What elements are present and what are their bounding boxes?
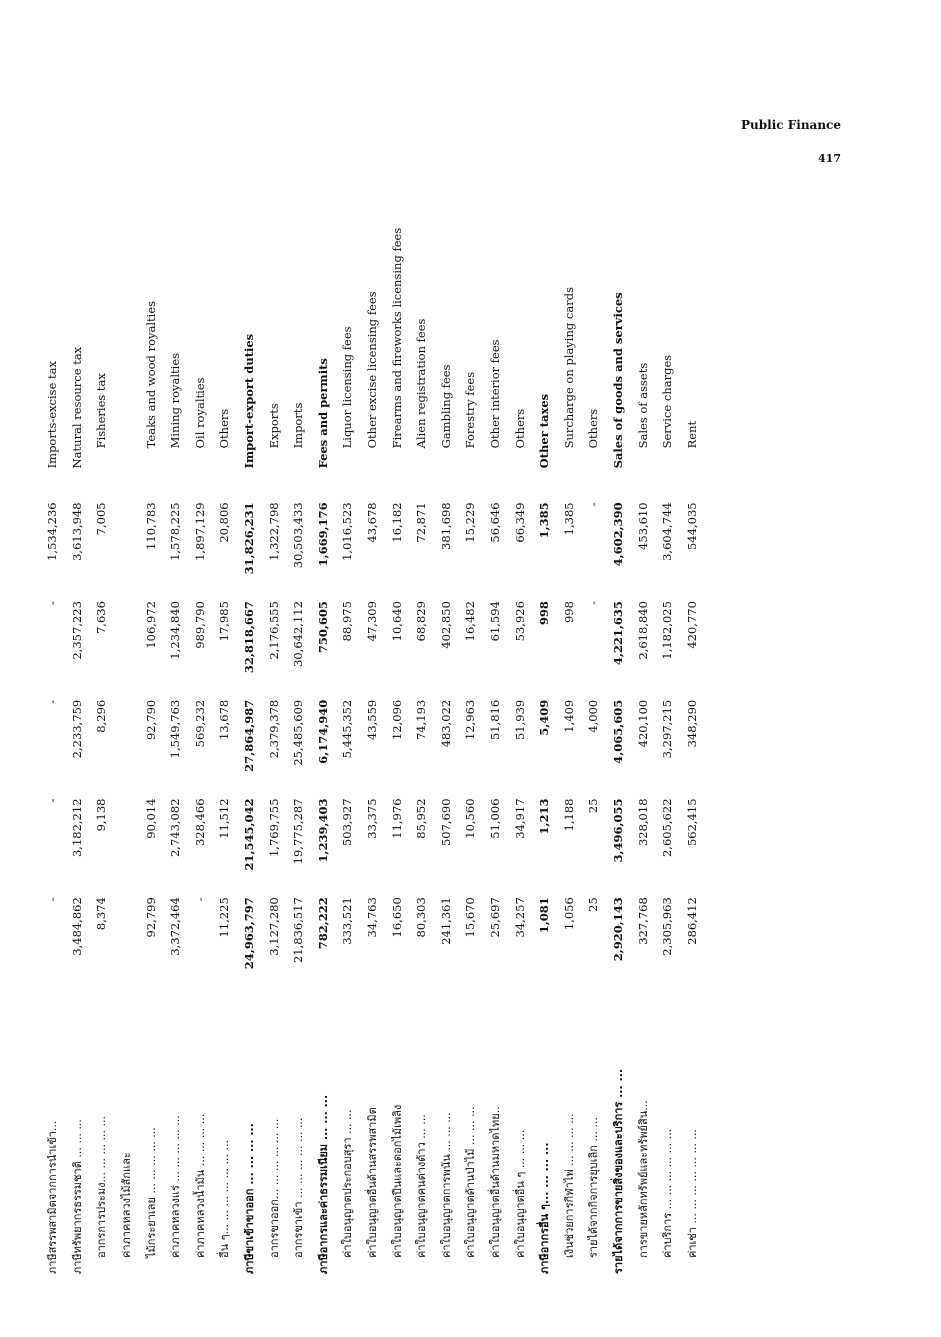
table-row [114,180,139,1280]
value-cell: 2,233,759 [69,699,84,759]
value-cell: 1,056 [561,897,576,931]
value-cell: 1,578,225 [168,502,183,561]
value-cell: 2,379,378 [266,699,281,759]
value-cell: - [45,601,60,605]
table-row [65,180,90,1280]
value-cell: 1,213 [537,798,552,835]
english-label-cell: Other excise licensing fees [365,291,380,449]
value-cell: 4,065,605 [610,699,625,764]
value-cell: 2,605,622 [660,798,675,858]
value-cell: 13,678 [217,699,232,741]
thai-label-cell: อากรขาเข้า ... ... ... ... ... ... [292,1117,306,1258]
value-cell: 51,816 [487,699,502,741]
value-cell: 66,349 [512,502,527,543]
running-header-title: Public Finance [741,118,841,132]
value-cell: 12,096 [389,699,404,741]
english-label-cell: Others [217,408,232,449]
table-row [655,180,680,1280]
table-row [606,180,631,1280]
value-cell: 420,770 [684,601,699,649]
value-cell: 25 [586,798,601,814]
value-cell: 8,296 [94,699,109,733]
value-cell: 80,303 [414,897,429,938]
value-cell: 10,640 [389,601,404,642]
value-cell: 15,229 [463,502,478,543]
english-label-cell: Surcharge on playing cards [561,287,576,449]
english-label-cell: Imports [291,402,306,449]
value-cell: 2,176,555 [266,601,281,660]
value-cell: 286,412 [684,897,699,945]
thai-label-cell: ค่าภาคหลวงน้ำมัน ... ... ... ... [193,1113,207,1258]
value-cell: 16,182 [389,502,404,543]
value-cell: 998 [561,601,576,624]
page-number: 417 [818,152,841,165]
value-cell: 1,385 [561,502,576,536]
value-cell: 507,690 [438,798,453,847]
english-label-cell: Natural resource tax [69,346,84,469]
value-cell: 328,018 [635,798,650,847]
value-cell: 503,927 [340,798,355,847]
value-cell: - [586,502,601,507]
value-cell: 30,503,433 [291,502,306,569]
table-row [434,180,459,1280]
value-cell: 1,081 [537,897,552,934]
thai-label-cell: รายได้จากกิจการยุบเลิก ... ... [587,1117,601,1258]
table-row [556,180,581,1280]
value-cell: 402,850 [438,601,453,649]
english-label-cell: Oil royalties [192,377,207,449]
revenue-table-body [40,180,704,1280]
value-cell: 1,016,523 [340,502,355,561]
table-row [409,180,434,1280]
english-label-cell: Sales of assets [635,362,650,449]
value-cell: - [192,897,207,902]
value-cell: 25,485,609 [291,699,306,766]
value-cell [114,595,139,694]
thai-label-cell: ภาษีทรัพยากรธรรมชาติ ... ... ... [70,1119,84,1274]
value-cell [114,694,139,793]
value-cell: 333,521 [340,897,355,945]
thai-label-cell: ค่าใบอนุญาตด้านป่าไม้ ... ... ... [464,1106,478,1258]
thai-label-cell: ค่าภาคหลวงแร่ ... ... ... ... ... [169,1115,183,1258]
value-cell: 68,829 [414,601,429,642]
value-cell: 989,790 [192,601,207,649]
value-cell: 1,385 [537,502,552,539]
value-cell: 56,646 [487,502,502,543]
table-row [138,180,163,1280]
table-row [40,180,65,1280]
table-row [335,180,360,1280]
value-cell: 1,234,840 [168,601,183,660]
table-row [679,180,704,1280]
value-cell: 17,985 [217,601,232,642]
value-cell: 1,549,763 [168,699,183,759]
value-cell: 5,409 [537,699,552,736]
value-cell: 3,604,744 [660,502,675,561]
value-cell: 327,768 [635,897,650,945]
thai-label-cell: ค่าใบอนุญาตอื่นด้านมหาดไทย.. [488,1106,502,1258]
english-label-cell: Others [512,408,527,449]
thai-label-cell: ค่าใบอนุญาตอื่น ๆ ... ... ... [513,1129,527,1258]
value-cell: 43,678 [365,502,380,543]
value-cell: 34,763 [365,897,380,938]
value-cell: 2,618,840 [635,601,650,660]
value-cell: 51,006 [487,798,502,839]
value-cell: 25 [586,897,601,912]
value-cell: 7,636 [94,601,109,635]
english-label-cell: Gambling fees [438,364,453,449]
value-cell: 420,100 [635,699,650,748]
value-cell: 2,357,223 [69,601,84,660]
value-cell: 4,000 [586,699,601,733]
thai-label-cell: ค่าภาคหลวงไม้สักและ [120,1152,134,1258]
value-cell: 1,239,403 [315,798,330,863]
value-cell: 74,193 [414,699,429,741]
value-cell: 328,466 [192,798,207,847]
value-cell: 24,963,797 [242,897,257,970]
rotated-table-container [40,180,800,1280]
table-row [286,180,311,1280]
value-cell: 6,174,940 [315,699,330,764]
table-row [163,180,188,1280]
value-cell: 562,415 [684,798,699,847]
value-cell: 750,605 [315,601,330,654]
revenue-table [40,180,704,1280]
thai-label-cell: ค่าใบอนุญาตคนต่างด้าว ... ... [415,1114,429,1258]
value-cell: 85,952 [414,798,429,839]
english-label-cell: Fisheries tax [94,373,109,449]
value-cell: 1,769,755 [266,798,281,858]
thai-label-cell: ไม้กระยาเลย ... ... ... ... ... [144,1127,158,1258]
value-cell: 32,818,667 [242,601,257,674]
value-cell: 20,806 [217,502,232,543]
value-cell: 43,559 [365,699,380,741]
value-cell: 483,022 [438,699,453,748]
thai-label-cell: ภาษีขาเข้าขาออก ... ... ... ... [243,1123,257,1274]
thai-label-cell: ภาษีสรรพสามิตจากการนำเข้า... [46,1120,60,1274]
table-row [630,180,655,1280]
value-cell: 88,975 [340,601,355,642]
english-label-cell: Other taxes [537,393,552,469]
value-cell: 51,939 [512,699,527,741]
value-cell: 53,926 [512,601,527,642]
value-cell: 16,650 [389,897,404,938]
value-cell: 10,560 [463,798,478,839]
thai-label-cell: ค่าเช่า ... ... ... ... ... ... ... [685,1129,699,1258]
value-cell: 381,698 [438,502,453,550]
english-label-cell: Liquor licensing fees [340,326,355,449]
thai-label-cell: ภาษีอากรและค่าธรรมเนียม ... ... ... [316,1094,330,1274]
table-row [507,180,532,1280]
thai-label-cell: อากรขาออก... ... ... ... ... ... [267,1118,281,1258]
table-row [483,180,508,1280]
value-cell: 453,610 [635,502,650,550]
value-cell: 2,305,963 [660,897,675,956]
value-cell: 30,642,112 [291,601,306,667]
value-cell: - [45,699,60,704]
thai-label-cell: รายได้จากการขายสิ่งของและบริการ ... ... [611,1068,625,1274]
thai-label-cell: ค่าใบอนุญาตการพนัน ... ... ... [439,1112,453,1258]
english-label-cell: Import-export duties [242,333,257,469]
value-cell: 11,512 [217,798,232,839]
value-cell: 1,409 [561,699,576,733]
value-cell: 12,963 [463,699,478,741]
value-cell: 61,594 [487,601,502,642]
value-cell: 4,221,635 [610,601,625,666]
value-cell: 5,445,352 [340,699,355,759]
value-cell: 3,496,055 [610,798,625,863]
value-cell: 3,297,215 [660,699,675,759]
thai-label-cell: ค่าใบอนุญาตประกอบสุรา ... ... [341,1109,355,1258]
value-cell: - [45,798,60,803]
value-cell: 782,222 [315,897,330,950]
value-cell: 92,790 [143,699,158,741]
value-cell: 544,035 [684,502,699,550]
value-cell: 21,545,042 [242,798,257,871]
table-row [581,180,606,1280]
value-cell [114,496,139,595]
value-cell: 27,864,987 [242,699,257,772]
value-cell: 241,361 [438,897,453,945]
value-cell: 4,602,390 [610,502,625,567]
value-cell: 348,290 [684,699,699,748]
value-cell: 11,976 [389,798,404,839]
english-label-cell: Firearms and fireworks licensing fees [389,227,404,449]
value-cell: 33,375 [365,798,380,839]
value-cell: 11,225 [217,897,232,938]
english-label-cell: Rent [684,420,699,449]
table-row [89,180,114,1280]
value-cell: 21,836,517 [291,897,306,964]
thai-label-cell: ภาษีอากรอื่น ๆ... ... ... ... [538,1142,552,1274]
table-row [237,180,262,1280]
value-cell: 25,697 [487,897,502,938]
value-cell [114,891,139,990]
value-cell: 9,138 [94,798,109,832]
value-cell: 2,743,082 [168,798,183,858]
english-label-cell: Sales of goods and services [610,292,625,469]
english-label-cell: Other interior fees [487,339,502,449]
table-row [311,180,336,1280]
english-label-cell: Service charges [660,354,675,449]
value-cell: - [586,601,601,605]
value-cell: 106,972 [143,601,158,649]
value-cell: 1,188 [561,798,576,832]
table-row [360,180,385,1280]
thai-label-cell: อื่น ๆ... ... ... ... ... ... ... [218,1140,232,1258]
thai-label-cell: ค่าใบอนุญาตปืนและดอกไม้เพลิง [390,1104,404,1258]
english-label-cell [114,180,139,496]
value-cell: 3,182,212 [69,798,84,858]
value-cell: 7,005 [94,502,109,536]
table-row [532,180,557,1280]
value-cell: 90,014 [143,798,158,839]
value-cell: 47,309 [365,601,380,642]
value-cell: 1,182,025 [660,601,675,660]
value-cell: - [45,897,60,902]
thai-label-cell: เงินช่วยการกีฬาไพ่ ... ... ... ... [562,1113,576,1258]
english-label-cell: Fees and permits [315,358,330,469]
english-label-cell: Teaks and wood royalties [143,300,158,449]
english-label-cell: Imports-excise tax [45,361,60,469]
english-label-cell: Mining royalties [168,352,183,449]
value-cell: 3,484,862 [69,897,84,956]
value-cell: 16,482 [463,601,478,642]
value-cell: 3,127,280 [266,897,281,956]
thai-label-cell: ค่าใบอนุญาตอื่นด้านสรรพสามิต [366,1107,380,1258]
table-row [188,180,213,1280]
value-cell: 15,670 [463,897,478,938]
thai-label-cell: การขายหลักทรัพย์และทรัพย์สิน... [636,1100,650,1258]
value-cell: 3,372,464 [168,897,183,956]
thai-label-cell: อากรการประมง... ... ... ... ... [95,1116,109,1258]
table-row [458,180,483,1280]
value-cell: 1,897,129 [192,502,207,561]
table-row [384,180,409,1280]
table-row [261,180,286,1280]
value-cell: 1,534,236 [45,502,60,561]
value-cell: 3,613,948 [69,502,84,561]
thai-label-cell: ค่าบริการ ... ... ... ... ... ... [661,1128,675,1258]
value-cell: 92,799 [143,897,158,938]
value-cell: 34,917 [512,798,527,839]
value-cell: 998 [537,601,552,626]
english-label-cell: Exports [266,403,281,449]
value-cell: 1,669,176 [315,502,330,567]
value-cell: 19,775,287 [291,798,306,865]
value-cell: 72,871 [414,502,429,543]
value-cell: 110,783 [143,502,158,550]
english-label-cell: Forestry fees [463,371,478,449]
table-row [212,180,237,1280]
english-label-cell: Others [586,408,601,449]
value-cell: 569,232 [192,699,207,748]
english-label-cell: Alien registration fees [414,318,429,449]
value-cell: 34,257 [512,897,527,938]
value-cell: 1,322,798 [266,502,281,561]
value-cell: 8,374 [94,897,109,931]
value-cell: 31,826,231 [242,502,257,575]
value-cell [114,792,139,891]
value-cell: 2,920,143 [610,897,625,962]
